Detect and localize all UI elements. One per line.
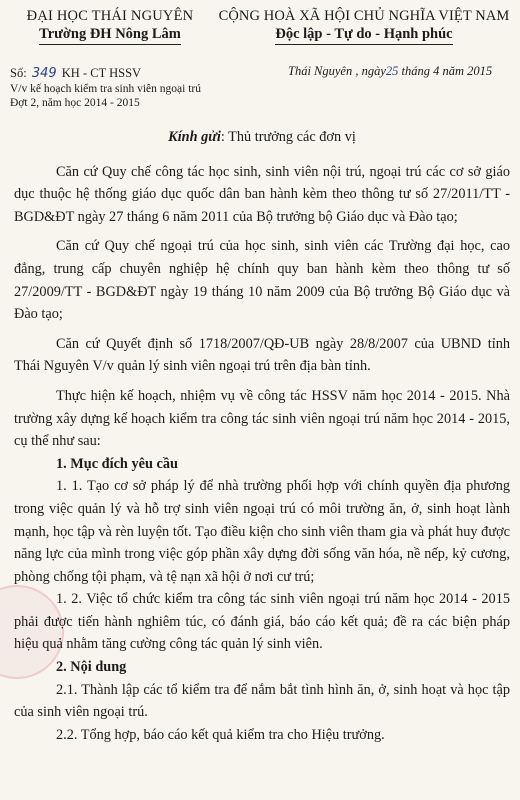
- national-header: [212, 8, 516, 45]
- salutation-label: Kính gửi: [168, 129, 221, 145]
- place-date-suffix: tháng 4 năm 2015: [401, 64, 493, 78]
- paragraph-basis-3: Căn cứ Quyết định số 1718/2007/QĐ-UB ngày 28/8/2007 của UBND tỉnh Thái Nguyên V/v quản lý sinh viên ngoại trú trên địa bàn tỉnh.: [14, 335, 510, 375]
- national-motto: Độc lập - Tự do - Hạnh phúc: [275, 26, 452, 45]
- paragraph-plan: Thực hiện kế hoạch, nhiệm vụ về công tác HSSV năm học 2014 - 2015. Nhà trường xây dựng kế hoạch kiểm tra công tác sinh viên ngoại trú năm học 2014 - 2015, cụ thể như sau:: [14, 387, 510, 450]
- section-2-2: 2.2. Tổng hợp, báo cáo kết quả kiểm tra cho Hiệu trưởng.: [56, 726, 385, 743]
- salutation: [14, 126, 510, 149]
- place-date: [288, 64, 492, 79]
- doc-number-value: 349: [31, 66, 57, 81]
- section-2-1: 2.1. Thành lập các tổ kiểm tra để nắm bắt tình hình ăn, ở, sinh hoạt và học tập của sinh viên ngoại trú.: [14, 681, 510, 721]
- school-name: Trường ĐH Nông Lâm: [39, 26, 181, 45]
- document-subject: [10, 82, 240, 110]
- doc-code: KH - CT HSSV: [61, 66, 142, 80]
- paragraph-basis-1: Căn cứ Quy chế công tác học sinh, sinh viên nội trú, ngoại trú các cơ sở giáo dục thuộc hệ thống giáo dục quốc dân ban hành kèm theo thông tư số 27/2011/TT - BGD&ĐT ngày 27 tháng 6 năm 2011 của Bộ trưởng bộ Giáo dục và Đào tạo;: [14, 163, 510, 225]
- subject-line-1: V/v kế hoạch kiểm tra sinh viên ngoại trú: [10, 83, 201, 95]
- document-body: [14, 126, 510, 746]
- issuer-block: [10, 8, 210, 45]
- document-number: [10, 66, 141, 81]
- nation-title: CỘNG HOÀ XÃ HỘI CHỦ NGHĨA VIỆT NAM: [218, 8, 510, 24]
- place-date-prefix: Thái Nguyên , ngày: [288, 64, 386, 78]
- section-1-2: 1. 2. Việc tổ chức kiểm tra công tác sinh viên ngoại trú năm học 2014 - 2015 phải được tiến hành nghiêm túc, có đánh giá, báo cáo kết quả; đề ra các biện pháp hiệu quả nhằm tăng cường công tác quản lý sinh viên.: [14, 591, 510, 653]
- paragraph-basis-2: Căn cứ Quy chế ngoại trú của học sinh, sinh viên các Trường đại học, cao đẳng, trung cấp chuyên nghiệp hệ chính quy ban hành kèm theo thông tư số 27/2009/TT - BGD&ĐT ngày 19 tháng 10 năm 2009 của Bộ trưởng Bộ Giáo dục và Đào tạo;: [14, 238, 510, 323]
- subject-line-2: Đợt 2, năm học 2014 - 2015: [10, 97, 140, 109]
- doc-number-prefix: Số:: [10, 66, 27, 80]
- university-name: ĐẠI HỌC THÁI NGUYÊN: [26, 8, 194, 24]
- section-1-1: 1. 1. Tạo cơ sở pháp lý để nhà trường phối hợp với chính quyền địa phương trong việc quản lý và hỗ trợ sinh viên ngoại trú có môi trường ăn, ở, sinh hoạt lành mạnh, học tập và rèn luyện tốt. Tạo điều kiện cho sinh viên tham gia và phát huy được năng lực của mình trong việc góp phần xây dựng đời sống văn hóa, nề nếp, kỷ cương, phòng chống tội phạm, và tệ nạn xã hội ở nơi cư trú;: [14, 478, 510, 585]
- section-2-title: 2. Nội dung: [56, 659, 127, 676]
- salutation-recipient: : Thủ trưởng các đơn vị: [220, 129, 356, 145]
- place-date-day: 25: [385, 64, 399, 78]
- section-1-title: 1. Mục đích yêu cầu: [56, 455, 178, 472]
